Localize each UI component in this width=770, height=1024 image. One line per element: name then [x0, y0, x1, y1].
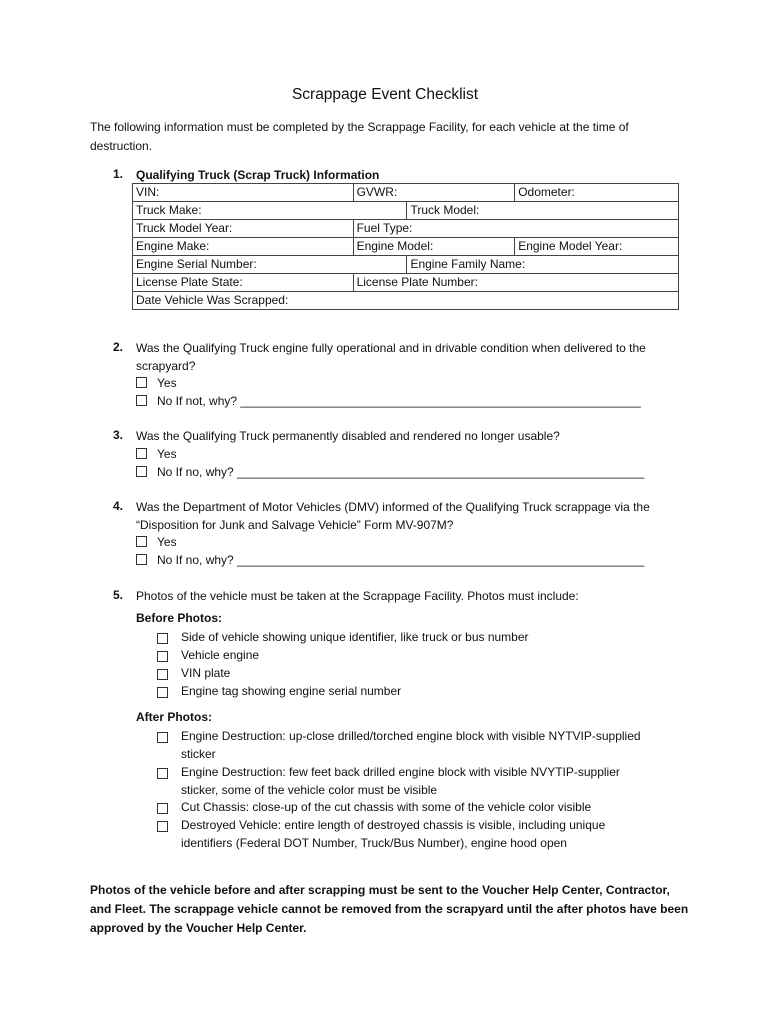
checkbox[interactable]: [157, 687, 168, 698]
section-2-yes-option[interactable]: Yes: [136, 374, 177, 392]
checkbox[interactable]: [157, 732, 168, 743]
section-3-no-option[interactable]: No If no, why? _____________________________________________________________: [136, 463, 644, 481]
table-row: [133, 202, 679, 220]
date-scrapped-field[interactable]: Date Vehicle Was Scrapped:: [133, 292, 679, 310]
section-4-no-option[interactable]: No If no, why? _____________________________________________________________: [136, 551, 644, 569]
table-row: [133, 292, 679, 310]
engine-serial-field[interactable]: Engine Serial Number:: [133, 256, 407, 274]
section-1-number: 1.: [113, 167, 124, 181]
checkbox[interactable]: [136, 466, 147, 477]
section-1-heading: Qualifying Truck (Scrap Truck) Information: [136, 168, 380, 182]
page-title: Scrappage Event Checklist: [291, 86, 479, 103]
section-2-question: Was the Qualifying Truck engine fully operational and in drivable condition when delivered to the scrapyard?: [136, 341, 646, 373]
checkbox[interactable]: [157, 669, 168, 680]
checkbox[interactable]: [157, 768, 168, 779]
fuel-type-field[interactable]: Fuel Type:: [353, 220, 678, 238]
table-row: [133, 184, 679, 202]
vin-field[interactable]: VIN:: [133, 184, 354, 202]
after-photo-item[interactable]: Engine Destruction: few feet back drilled engine block with visible NVYTIP-supplier sticker, some of the vehicle color must be visible: [157, 764, 657, 799]
table-row: [133, 256, 679, 274]
section-5-text: Photos of the vehicle must be taken at the Scrappage Facility. Photos must include:: [136, 589, 579, 603]
table-row: [133, 274, 679, 292]
intro-paragraph: The following information must be completed by the Scrappage Facility, for each vehicle at the time of destruction.: [90, 120, 629, 153]
after-photo-item[interactable]: Engine Destruction: up-close drilled/torched engine block with visible NYTVIP-supplied sticker: [157, 728, 657, 763]
footer-note: Photos of the vehicle before and after scrapping must be sent to the Voucher Help Center, Contractor, and Fleet. The scrappage vehicle cannot be removed from the scrapyard until the after photos have been approved by the Voucher Help Center.: [90, 883, 689, 935]
table-row: [133, 220, 679, 238]
engine-model-year-field[interactable]: Engine Model Year:: [515, 238, 679, 256]
engine-make-field[interactable]: Engine Make:: [133, 238, 354, 256]
checkbox[interactable]: [157, 633, 168, 644]
section-4-yes-option[interactable]: Yes: [136, 533, 177, 551]
before-photos-heading: Before Photos:: [136, 611, 223, 625]
after-photo-item[interactable]: Destroyed Vehicle: entire length of destroyed chassis is visible, including unique identifiers (Federal DOT Number, Truck/Bus Number), engine hood open: [157, 817, 657, 852]
license-number-field[interactable]: License Plate Number:: [353, 274, 678, 292]
truck-make-field[interactable]: Truck Make:: [133, 202, 407, 220]
checkbox[interactable]: [136, 448, 147, 459]
section-4-number: 4.: [113, 499, 124, 513]
section-3-yes-option[interactable]: Yes: [136, 445, 177, 463]
before-photo-item[interactable]: Side of vehicle showing unique identifier, like truck or bus number: [157, 629, 687, 647]
section-3-question: Was the Qualifying Truck permanently disabled and rendered no longer usable?: [136, 429, 560, 443]
odometer-field[interactable]: Odometer:: [515, 184, 679, 202]
checkbox[interactable]: [136, 395, 147, 406]
section-2-number: 2.: [113, 340, 124, 354]
checkbox[interactable]: [157, 821, 168, 832]
checkbox[interactable]: [157, 803, 168, 814]
checkbox[interactable]: [136, 554, 147, 565]
section-4-question: Was the Department of Motor Vehicles (DMV) informed of the Qualifying Truck scrappage via the “Disposition for Junk and Salvage Vehicle” Form MV-907M?: [136, 500, 650, 532]
gvwr-field[interactable]: GVWR:: [353, 184, 515, 202]
section-3-number: 3.: [113, 428, 124, 442]
checkbox[interactable]: [157, 651, 168, 662]
truck-model-field[interactable]: Truck Model:: [407, 202, 679, 220]
table-row: [133, 238, 679, 256]
section-5-number: 5.: [113, 588, 124, 602]
before-photo-item[interactable]: Engine tag showing engine serial number: [157, 683, 687, 701]
checkbox[interactable]: [136, 377, 147, 388]
truck-model-year-field[interactable]: Truck Model Year:: [133, 220, 354, 238]
engine-model-field[interactable]: Engine Model:: [353, 238, 515, 256]
checkbox[interactable]: [136, 536, 147, 547]
before-photo-item[interactable]: VIN plate: [157, 665, 687, 683]
vehicle-info-table: [132, 183, 679, 310]
section-2-no-option[interactable]: No If not, why? ____________________________________________________________: [136, 392, 641, 410]
after-photo-item[interactable]: Cut Chassis: close-up of the cut chassis with some of the vehicle color visible: [157, 799, 657, 817]
engine-family-field[interactable]: Engine Family Name:: [407, 256, 679, 274]
before-photo-item[interactable]: Vehicle engine: [157, 647, 687, 665]
license-state-field[interactable]: License Plate State:: [133, 274, 354, 292]
after-photos-heading: After Photos:: [136, 710, 212, 724]
